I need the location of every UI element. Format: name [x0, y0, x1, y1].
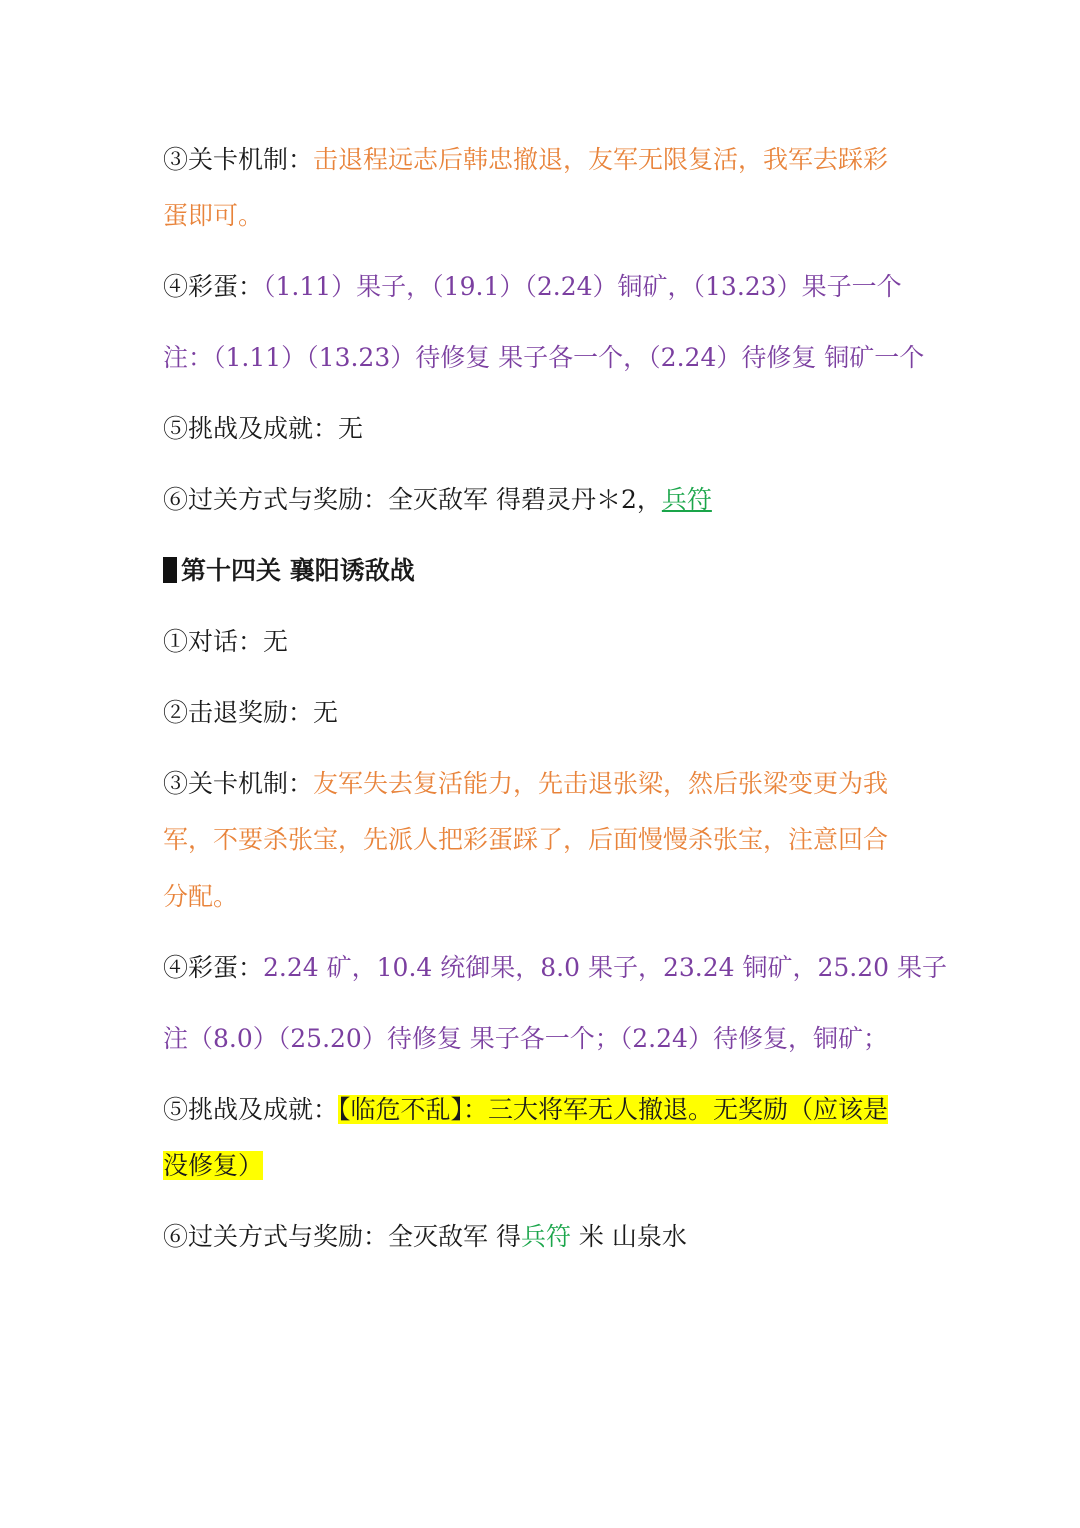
eggs-text: 2.24 矿，10.4 统御果，8.0 果子，23.24 铜矿，25.20 果子: [263, 953, 947, 982]
level14-challenge-line1: [163, 1092, 923, 1128]
level14-challenge-line2: [163, 1148, 923, 1184]
heading-marker-icon: [163, 557, 177, 583]
clear-items: 米 山泉水: [570, 1222, 687, 1251]
level14-eggs-note: 注（8.0）（25.20）待修复 果子各一个；（2.24）待修复，铜矿；: [163, 1024, 888, 1053]
level14-heading: [163, 553, 923, 589]
level14-title: 第十四关 襄阳诱敌战: [181, 556, 415, 585]
prev-mechanism-line1: [163, 142, 923, 178]
mechanism-label: ③关卡机制：: [163, 769, 314, 798]
level14-dialogue: ①对话：无: [163, 627, 289, 656]
level14-mechanism-line2: 军，不要杀张宝，先派人把彩蛋踩了，后面慢慢杀张宝，注意回合: [163, 825, 889, 854]
mechanism-text: 击退程远志后韩忠撤退，友军无限复活，我军去踩彩: [313, 145, 889, 174]
level14-clear-line: [163, 1219, 923, 1255]
challenge-label: ⑤挑战及成就：: [163, 1095, 339, 1124]
level14-eggs-line: [163, 950, 947, 986]
clear-label: ⑥过关方式与奖励：全灭敌军 得: [163, 1222, 521, 1251]
prev-mechanism-line2: 蛋即可。: [163, 201, 264, 230]
eggs-label: ④彩蛋：: [163, 953, 264, 982]
challenge-highlight: 没修复）: [163, 1151, 264, 1180]
eggs-text: （1.11）果子，（19.1）（2.24）铜矿，（13.23）果子一个: [263, 272, 902, 301]
mechanism-label: ③关卡机制：: [163, 145, 314, 174]
prev-eggs-line: [163, 269, 923, 305]
challenge-highlight: 【临危不乱】：三大将军无人撤退。无奖励（应该是: [338, 1095, 889, 1124]
prev-eggs-note: 注：（1.11）（13.23）待修复 果子各一个，（2.24）待修复 铜矿一个: [163, 343, 925, 372]
mechanism-text: 友军失去复活能力，先击退张梁，然后张梁变更为我: [313, 769, 889, 798]
bingfu-link[interactable]: 兵符: [661, 485, 712, 514]
prev-clear-line: [163, 482, 923, 518]
eggs-label: ④彩蛋：: [163, 272, 264, 301]
bingfu-item: 兵符: [520, 1222, 571, 1251]
prev-challenge: ⑤挑战及成就：无: [163, 414, 364, 443]
level14-mechanism-line3: 分配。: [163, 882, 239, 911]
level14-repel-reward: ②击退奖励：无: [163, 698, 339, 727]
level14-mechanism-line1: [163, 766, 923, 802]
clear-label: ⑥过关方式与奖励：全灭敌军 得碧灵丹＊2，: [163, 485, 662, 514]
